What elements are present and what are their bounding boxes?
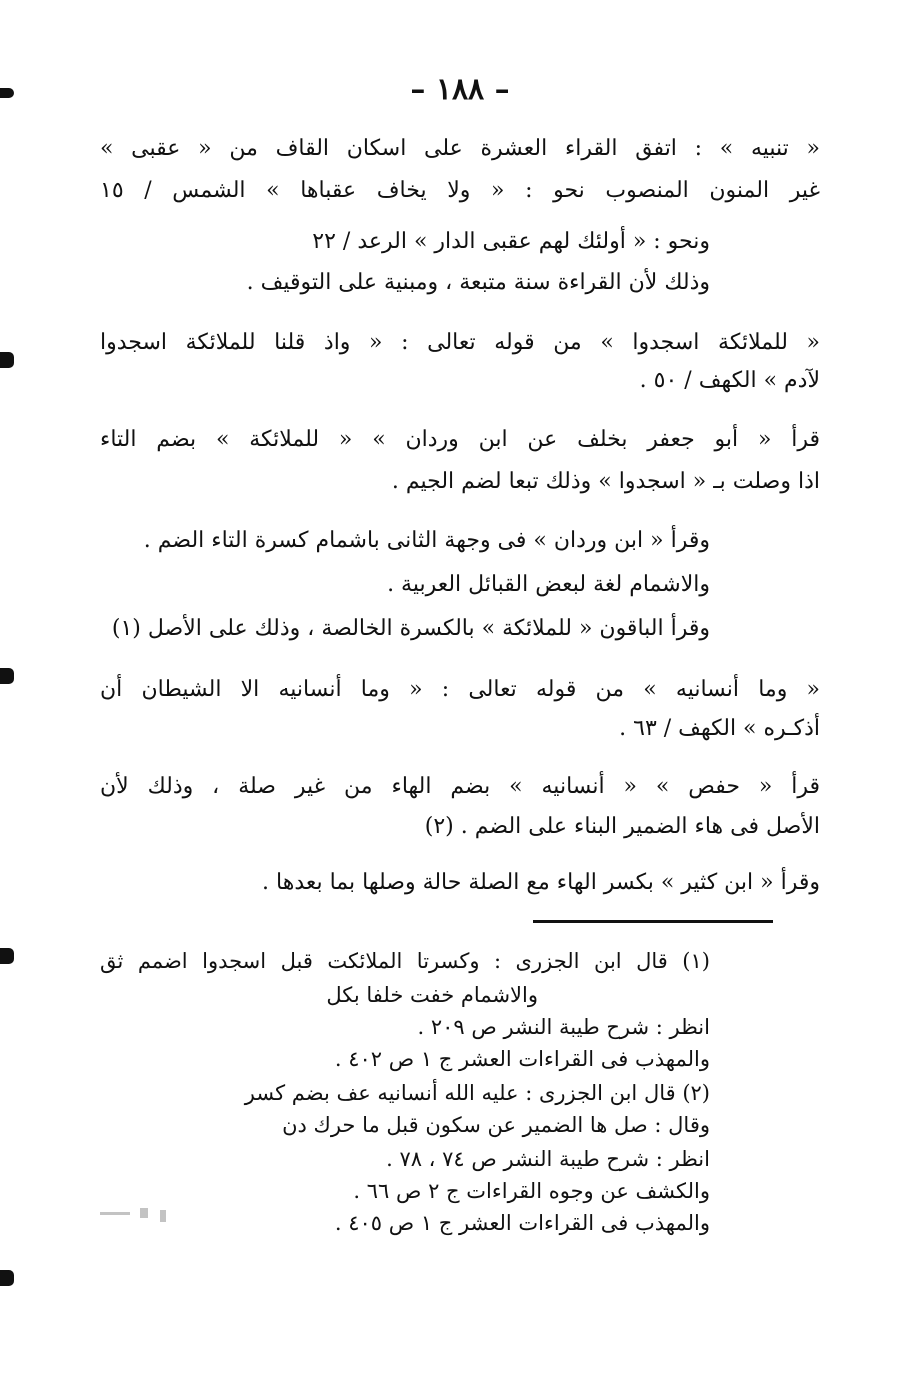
body-line: وقرأ « ابن وردان » فى وجهة الثانى باشمام كسرة التاء الضم . xyxy=(143,528,710,553)
body-line: قرأ « أبو جعفر بخلف عن ابن وردان » « للملائكة » بضم التاء xyxy=(100,427,820,452)
footnote-line: والكشف عن وجوه القراءات ج ٢ ص ٦٦ . xyxy=(353,1179,710,1203)
margin-mark xyxy=(0,948,14,964)
margin-mark xyxy=(0,1270,14,1286)
footnote-line: (٢) قال ابن الجزرى : عليه الله أنسانيه عف بضم كسر xyxy=(244,1081,710,1105)
scan-speck xyxy=(160,1210,166,1222)
body-line: « للملائكة اسجدوا » من قوله تعالى : « واذ قلنا للملائكة اسجدوا xyxy=(100,330,820,355)
body-line: وقرأ « ابن كثير » بكسر الهاء مع الصلة حالة وصلها بما بعدها . xyxy=(262,870,820,895)
body-line: الأصل فى هاء الضمير البناء على الضم . (٢) xyxy=(424,814,820,839)
scan-speck xyxy=(140,1208,148,1218)
scan-speck xyxy=(100,1212,130,1215)
body-line: لآدم » الكهف / ٥٠ . xyxy=(639,368,820,393)
body-line: قرأ « حفص » « أنسانيه » بضم الهاء من غير صلة ، وذلك لأن xyxy=(100,774,820,799)
body-line: غير المنون المنصوب نحو : « ولا يخاف عقباها » الشمس / ١٥ xyxy=(100,178,820,203)
margin-mark xyxy=(0,352,14,368)
margin-mark xyxy=(0,668,14,684)
footnote-line: (١) قال ابن الجزرى : وكسرتا الملائكت قبل اسجدوا اضمم ثق xyxy=(100,949,710,973)
footnote-line: وقال : صل ها الضمير عن سكون قبل ما حرك دن xyxy=(282,1113,710,1137)
body-line: والاشمام لغة لبعض القبائل العربية . xyxy=(387,572,710,597)
body-line: ونحو : « أولئك لهم عقبى الدار » الرعد / ٢٢ xyxy=(312,229,710,254)
body-line: وقرأ الباقون « للملائكة » بالكسرة الخالصة ، وذلك على الأصل (١) xyxy=(111,616,710,641)
body-line: « تنبيه » : اتفق القراء العشرة على اسكان القاف من « عقبى » xyxy=(100,136,820,161)
page-number: – ١٨٨ – xyxy=(410,72,510,107)
footnote-line: والمهذب فى القراءات العشر ج ١ ص ٤٠٢ . xyxy=(334,1047,710,1071)
body-line: « وما أنسانيه » من قوله تعالى : « وما أنسانيه الا الشيطان أن xyxy=(100,677,820,702)
body-line: اذا وصلت بـ « اسجدوا » وذلك تبعا لضم الجيم . xyxy=(391,469,820,494)
body-line: وذلك لأن القراءة سنة متبعة ، ومبنية على التوقيف . xyxy=(246,270,710,295)
margin-mark xyxy=(0,88,14,98)
footnote-separator xyxy=(533,920,773,923)
footnote-line: والاشمام خفت خلفا بكل xyxy=(326,983,538,1007)
footnote-line: انظر : شرح طيبة النشر ص ٢٠٩ . xyxy=(417,1015,710,1039)
footnote-line: انظر : شرح طيبة النشر ص ٧٤ ، ٧٨ . xyxy=(386,1147,710,1171)
body-line: أذكـره » الكهف / ٦٣ . xyxy=(619,716,820,741)
footnote-line: والمهذب فى القراءات العشر ج ١ ص ٤٠٥ . xyxy=(334,1211,710,1235)
